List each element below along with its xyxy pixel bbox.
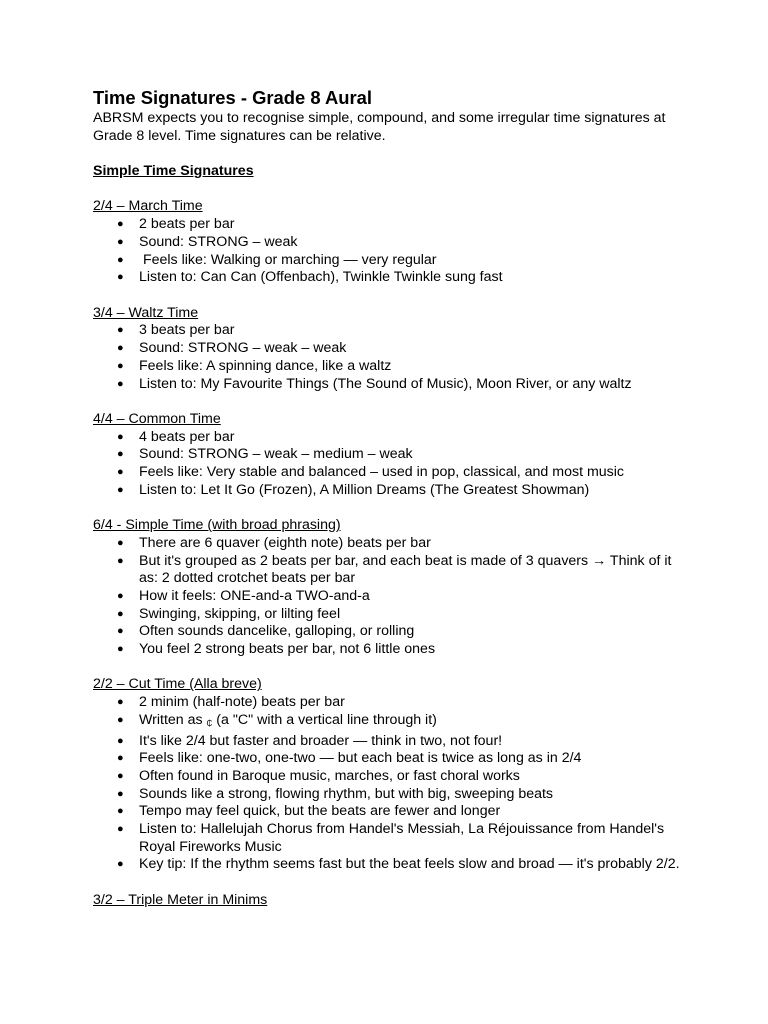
list-6-4 — [93, 535, 683, 659]
list-item — [93, 712, 683, 733]
bullet-icon: ● — [117, 235, 124, 248]
bullet-icon: ● — [117, 752, 124, 765]
list-item — [93, 606, 683, 624]
bullet-icon: ● — [117, 430, 124, 443]
list-item-text: There are 6 quaver (eighth note) beats per bar — [139, 534, 431, 551]
bullet-icon: ● — [117, 536, 124, 549]
heading-2-2: 2/2 – Cut Time (Alla breve) — [93, 676, 262, 693]
list-item-text: It's like 2/4 but faster and broader — think in two, not four! — [139, 732, 503, 749]
list-4-4 — [93, 429, 683, 500]
list-item — [93, 588, 683, 606]
intro-paragraph: ABRSM expects you to recognise simple, compound, and some irregular time signatures at Grade 8 level. Time signatures can be relative. — [93, 110, 666, 144]
bullet-icon: ● — [117, 625, 124, 638]
bullet-icon: ● — [117, 483, 124, 496]
list-item-text: You feel 2 strong beats per bar, not 6 little ones — [139, 641, 436, 658]
list-item-text: 4 beats per bar — [139, 428, 235, 445]
heading-3-4: 3/4 – Waltz Time — [93, 304, 199, 321]
heading-6-4: 6/4 - Simple Time (with broad phrasing) — [93, 517, 341, 534]
bullet-icon: ● — [117, 377, 124, 390]
list-item-text: Listen to: Hallelujah Chorus from Handel's Messiah, La Réjouissance from Handel's Royal Fireworks Music — [139, 821, 665, 855]
section-title-simple: Simple Time Signatures — [93, 163, 254, 180]
list-item-text: Feels like: A spinning dance, like a waltz — [139, 357, 392, 374]
heading-3-2: 3/2 – Triple Meter in Minims — [93, 891, 268, 908]
list-item-text: Feels like: Walking or marching — very regular — [139, 251, 437, 268]
bullet-icon: ● — [117, 769, 124, 782]
bullet-icon: ● — [117, 466, 124, 478]
cut-time-icon: ₵ — [206, 718, 213, 728]
bullet-icon: ● — [117, 253, 124, 266]
bullet-icon: ● — [117, 823, 124, 836]
list-item-text: Feels like: Very stable and balanced – used in pop, classical, and most music — [139, 464, 624, 480]
list-2-4 — [93, 216, 683, 287]
list-item-text: But it's grouped as 2 beats per bar, and each beat is made of 3 quavers → Think of it as: 2 dotted crotchet beats per bar — [139, 552, 672, 587]
list-item-text: Listen to: Let It Go (Frozen), A Million Dreams (The Greatest Showman) — [139, 481, 590, 498]
list-item-text: Swinging, skipping, or lilting feel — [139, 605, 341, 622]
list-item-text: 2 beats per bar — [139, 216, 235, 233]
list-item-text-suffix: (a "C" with a vertical line through it) — [212, 711, 437, 728]
bullet-icon: ● — [117, 589, 124, 602]
list-item — [93, 535, 683, 553]
list-item — [93, 694, 683, 712]
document-title: Time Signatures - Grade 8 Aural — [93, 87, 373, 108]
list-item — [93, 786, 683, 804]
list-item — [93, 821, 683, 856]
list-item — [93, 216, 683, 234]
list-item — [93, 553, 683, 588]
list-item-text: Key tip: If the rhythm seems fast but the beat feels slow and broad — it's probably 2/2. — [139, 856, 680, 873]
bullet-icon: ● — [117, 271, 124, 284]
bullet-icon: ● — [117, 607, 124, 620]
list-item-text: Written as — [139, 711, 207, 728]
list-item — [93, 269, 683, 287]
list-3-4 — [93, 322, 683, 393]
bullet-icon: ● — [117, 858, 124, 871]
list-item-text: Listen to: My Favourite Things (The Sound of Music), Moon River, or any waltz — [139, 375, 632, 392]
bullet-icon: ● — [117, 218, 124, 231]
list-item — [93, 733, 683, 751]
bullet-icon: ● — [117, 554, 124, 567]
list-item — [93, 429, 683, 447]
list-item-text: Tempo may feel quick, but the beats are fewer and longer — [139, 803, 501, 820]
bullet-icon: ● — [117, 713, 124, 726]
bullet-icon: ● — [117, 696, 124, 709]
list-item-text: Sound: STRONG – weak – medium – weak — [139, 446, 413, 463]
list-2-2 — [93, 694, 683, 874]
bullet-icon: ● — [117, 787, 124, 800]
list-item-text: Sound: STRONG – weak — [139, 233, 298, 250]
list-item — [93, 252, 683, 270]
list-item — [93, 322, 683, 340]
list-item — [93, 234, 683, 252]
list-item-text: Sounds like a strong, flowing rhythm, but with big, sweeping beats — [139, 785, 554, 802]
list-item-text: Often sounds dancelike, galloping, or rolling — [139, 623, 415, 640]
list-item-text: Feels like: one-two, one-two — but each beat is twice as long as in 2/4 — [139, 750, 582, 767]
list-item — [93, 464, 683, 482]
bullet-icon: ● — [117, 805, 124, 818]
bullet-icon: ● — [117, 359, 124, 372]
list-item — [93, 768, 683, 786]
list-item-text: 3 beats per bar — [139, 322, 235, 339]
heading-4-4: 4/4 – Common Time — [93, 410, 221, 427]
bullet-icon: ● — [117, 448, 124, 461]
list-item-text: How it feels: ONE-and-a TWO-and-a — [139, 587, 370, 604]
list-item-text: 2 minim (half-note) beats per bar — [139, 694, 345, 711]
list-item — [93, 446, 683, 464]
list-item — [93, 376, 683, 394]
bullet-icon: ● — [117, 324, 124, 337]
list-item-text: Often found in Baroque music, marches, or fast choral works — [139, 767, 520, 784]
bullet-icon: ● — [117, 734, 124, 747]
list-item — [93, 856, 683, 874]
list-item-text: Listen to: Can Can (Offenbach), Twinkle Twinkle sung fast — [139, 269, 503, 286]
list-item-text: Sound: STRONG – weak – weak — [139, 340, 347, 357]
bullet-icon: ● — [117, 643, 124, 656]
document-body — [93, 87, 683, 910]
list-item — [93, 641, 683, 659]
list-item — [93, 340, 683, 358]
heading-2-4: 2/4 – March Time — [93, 198, 203, 215]
bullet-icon: ● — [117, 342, 124, 355]
list-item — [93, 623, 683, 641]
list-item — [93, 750, 683, 768]
list-item — [93, 803, 683, 821]
list-item — [93, 358, 683, 376]
list-item — [93, 482, 683, 500]
